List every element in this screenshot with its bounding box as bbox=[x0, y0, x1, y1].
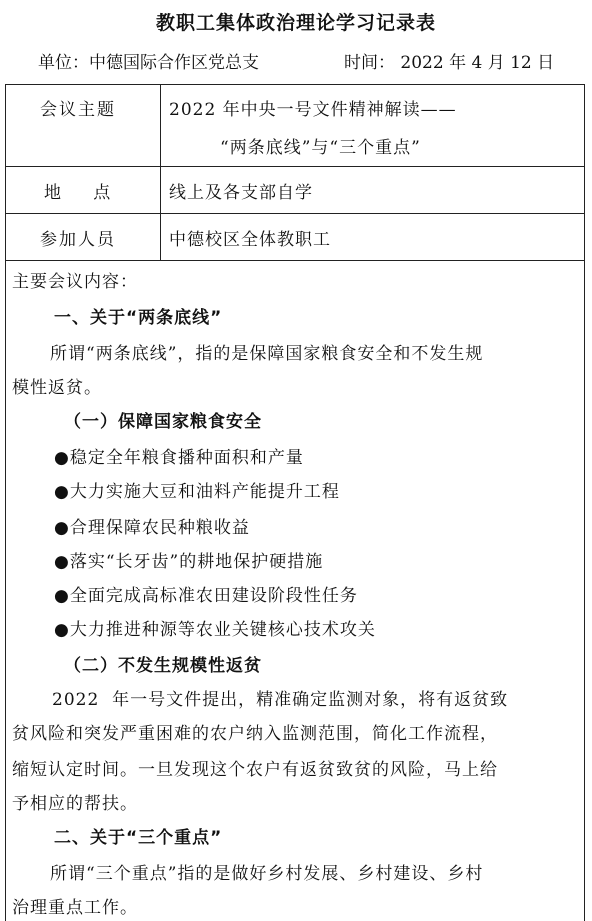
bullet-item: ●稳定全年粮食播种面积和产量 bbox=[54, 448, 304, 468]
section1-para-line2: 模性返贫。 bbox=[12, 378, 102, 398]
section2-para-line2: 治理重点工作。 bbox=[12, 898, 138, 918]
place-label bbox=[6, 166, 161, 213]
sub2-title: （二）不发生规模性返贫 bbox=[64, 656, 262, 676]
place-label-text: 地 点 bbox=[44, 183, 115, 203]
bullet-item: ●全面完成高标准农田建设阶段性任务 bbox=[54, 586, 358, 606]
sub2-para-line4: 予相应的帮扶。 bbox=[12, 794, 138, 814]
section1-title: 一、关于“两条底线” bbox=[54, 308, 223, 328]
document-title: 教职工集体政治理论学习记录表 bbox=[155, 12, 436, 34]
date-field: 时间： 2022 年 4 月 12 日 bbox=[344, 53, 555, 73]
bullet-item: ●大力推进种源等农业关键核心技术攻关 bbox=[54, 620, 376, 640]
topic-label bbox=[6, 85, 161, 166]
sub2-para-line3: 缩短认定时间。一旦发现这个农户有返贫致贫的风险，马上给 bbox=[12, 760, 498, 780]
sub1-title: （一）保障国家粮食安全 bbox=[64, 412, 262, 432]
participants-row bbox=[6, 213, 584, 261]
topic-value-line1: 2022 年中央一号文件精神解读—— bbox=[169, 100, 457, 120]
participants-label-text: 参加人员 bbox=[40, 230, 116, 250]
bullet-item: ●合理保障农民种粮收益 bbox=[54, 518, 250, 538]
topic-value-line2: “两条底线”与“三个重点” bbox=[220, 138, 421, 158]
content-heading: 主要会议内容： bbox=[12, 272, 138, 292]
participants-value: 中德校区全体教职工 bbox=[169, 230, 331, 250]
sub2-para-line1: 2022 年一号文件提出，精准确定监测对象，将有返贫致 bbox=[52, 690, 509, 710]
unit-field: 单位：中德国际合作区党总支 bbox=[38, 53, 259, 73]
topic-label-text: 会议主题 bbox=[40, 100, 116, 120]
sub2-para-line2: 贫风险和突发严重困难的农户纳入监测范围，简化工作流程， bbox=[12, 724, 498, 744]
topic-row bbox=[6, 85, 584, 167]
bullet-item: ●大力实施大豆和油料产能提升工程 bbox=[54, 482, 340, 502]
place-value: 线上及各支部自学 bbox=[169, 183, 313, 203]
record-table bbox=[5, 84, 585, 921]
participants-label bbox=[6, 213, 161, 260]
section2-para-line1: 所谓“三个重点”指的是做好乡村发展、乡村建设、乡村 bbox=[50, 864, 484, 884]
bullet-item: ●落实“长牙齿”的耕地保护硬措施 bbox=[54, 552, 324, 572]
section1-para-line1: 所谓“两条底线”，指的是保障国家粮食安全和不发生规 bbox=[50, 344, 484, 364]
place-row bbox=[6, 166, 584, 214]
section2-title: 二、关于“三个重点” bbox=[54, 828, 223, 848]
